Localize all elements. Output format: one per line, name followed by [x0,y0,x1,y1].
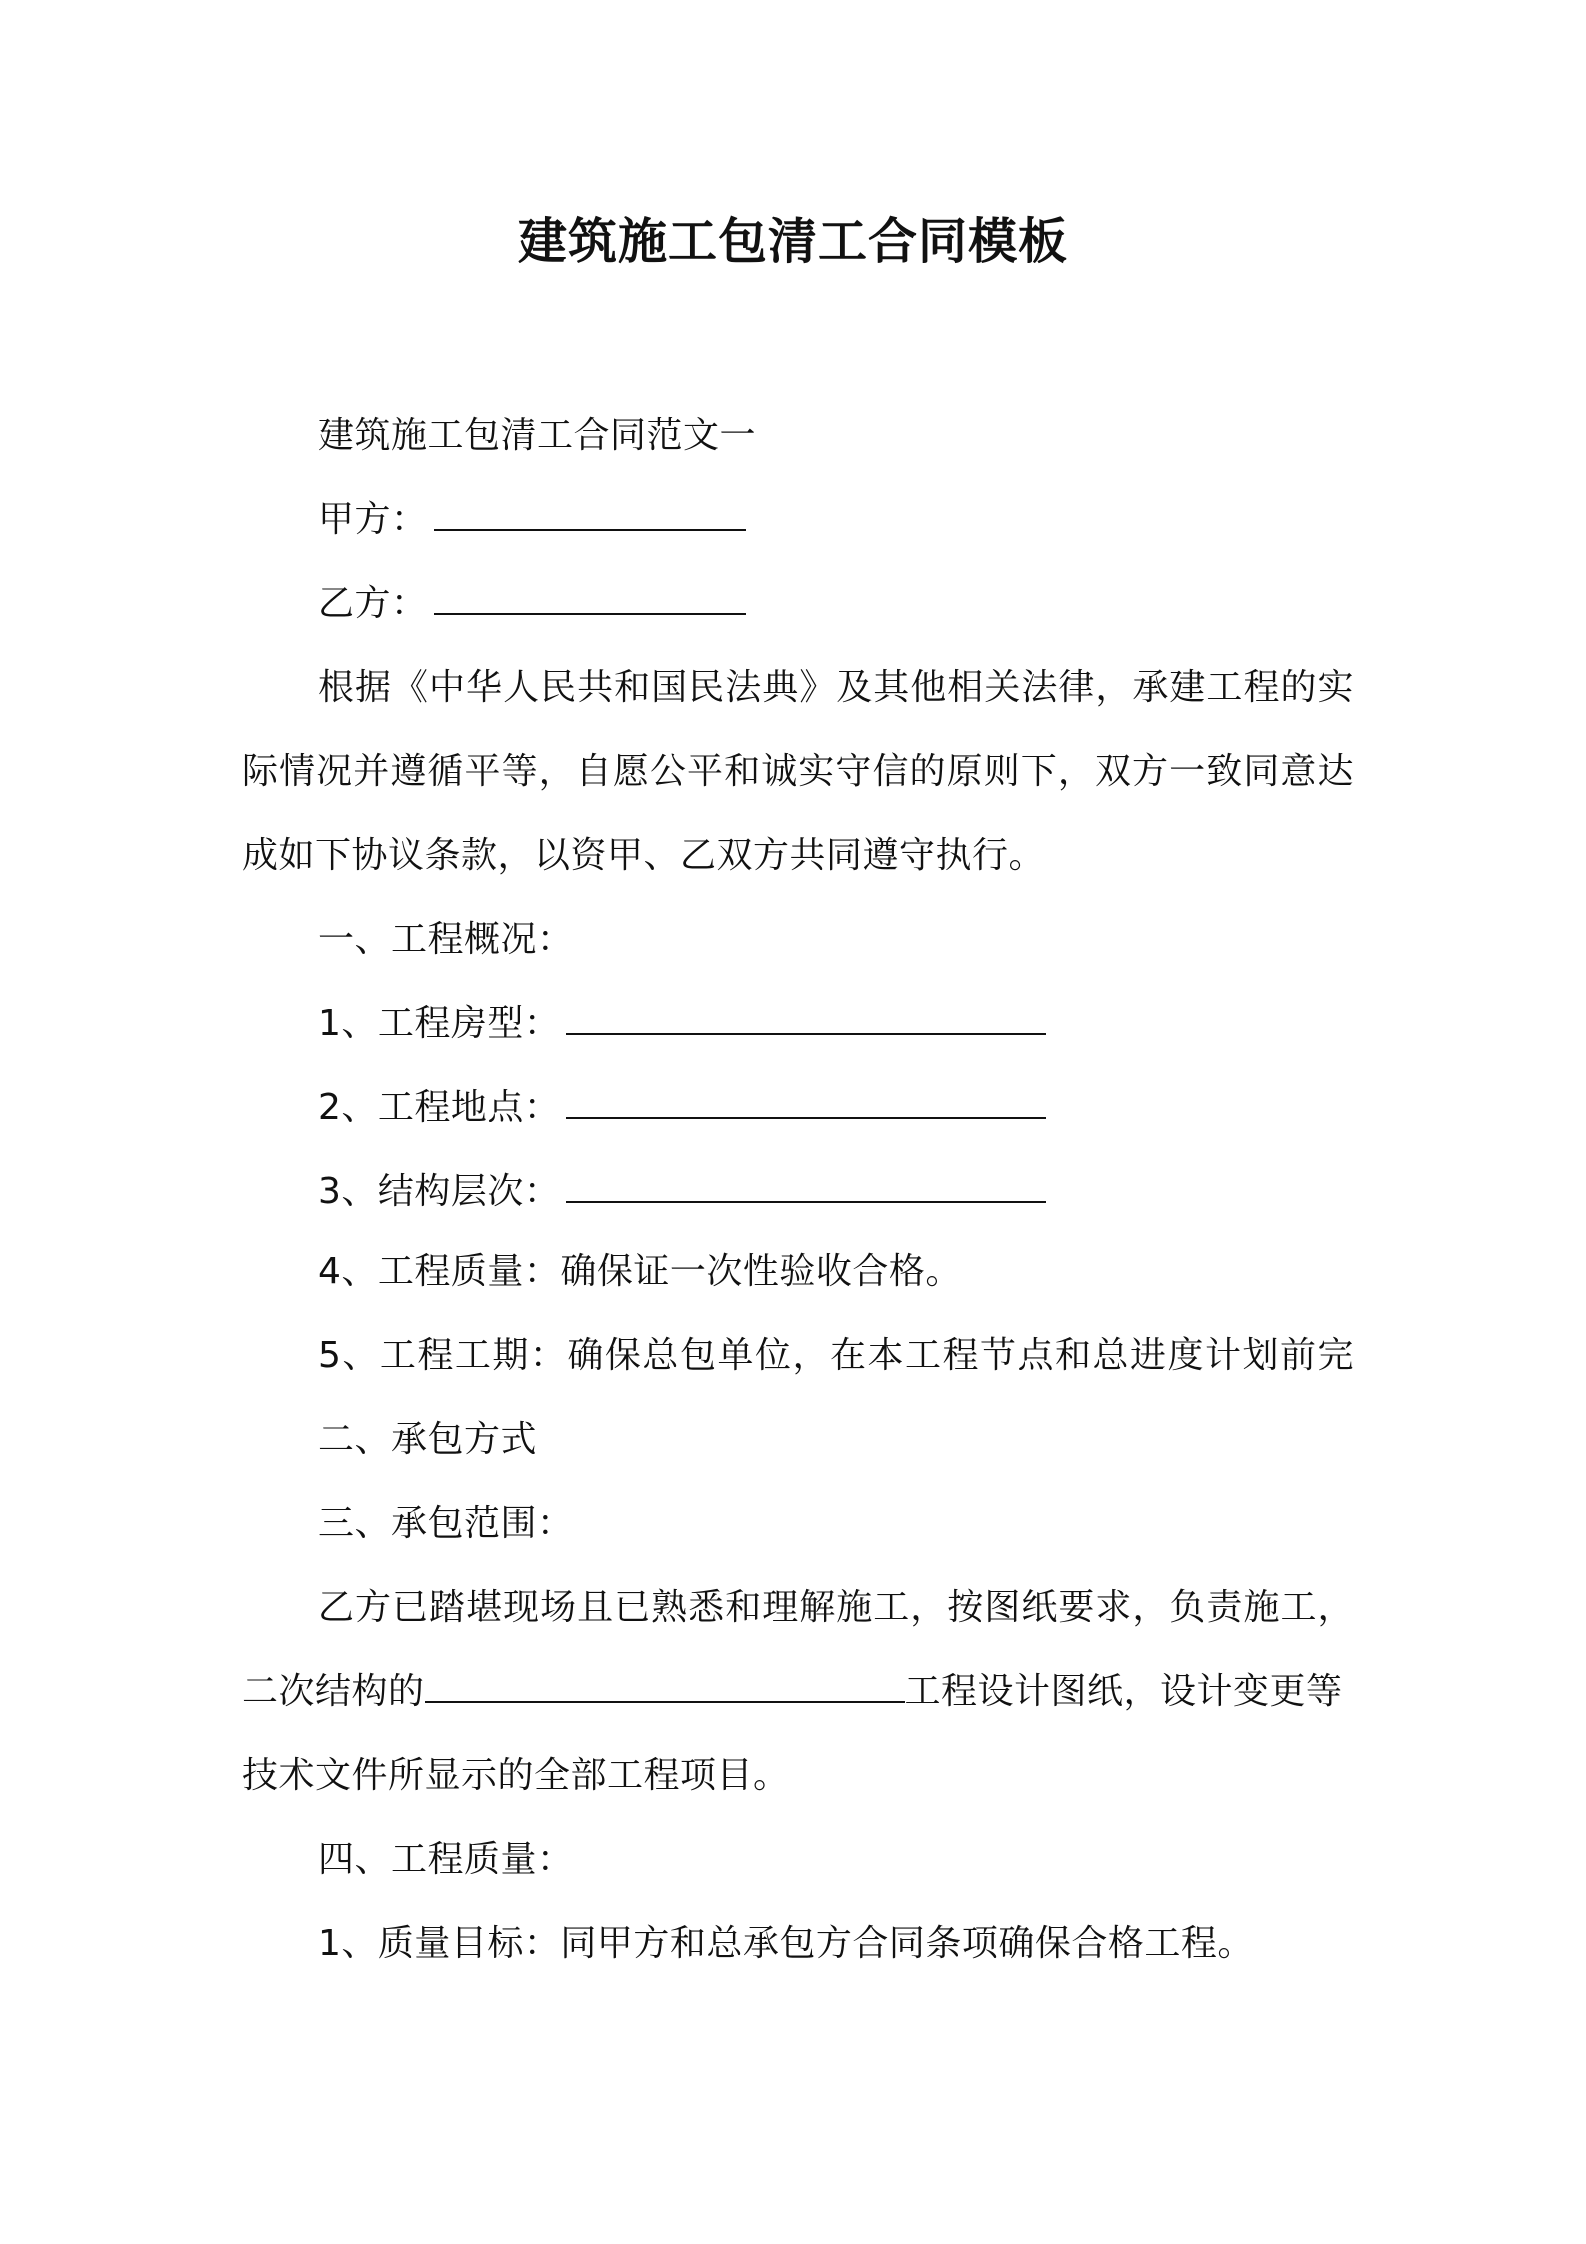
scope-blank [425,1671,905,1703]
section-3-line-2-before: 二次结构的 [242,1671,425,1712]
party-a-line [318,496,746,544]
party-a-blank [434,499,746,531]
section-4-heading: 四、工程质量： [318,1839,574,1880]
item-1-blank [566,1003,1046,1035]
intro-line-2: 际情况并遵循平等，自愿公平和诚实守信的原则下，双方一致同意达 [242,751,1354,792]
section-2-heading: 二、承包方式 [318,1419,538,1460]
section-1-item-3 [318,1168,1046,1216]
section-3-line-3: 技术文件所显示的全部工程项目。 [242,1755,790,1796]
intro-line-1: 根据《中华人民共和国民法典》及其他相关法律，承建工程的实 [318,667,1354,708]
section-1-heading: 一、工程概况： [318,919,574,960]
intro-line-3: 成如下协议条款，以资甲、乙双方共同遵守执行。 [242,835,1046,876]
party-b-blank [434,583,746,615]
item-2-label: 2、工程地点： [318,1087,561,1128]
party-b-label: 乙方： [318,583,428,624]
section-1-item-5: 5、工程工期：确保总包单位，在本工程节点和总进度计划前完 [318,1335,1354,1376]
section-1-item-2 [318,1084,1046,1132]
item-3-blank [566,1171,1046,1203]
section-3-line-2-after: 工程设计图纸，设计变更等 [904,1671,1343,1712]
party-b-line [318,580,746,628]
section-3-heading: 三、承包范围： [318,1503,574,1544]
section-1-item-4: 4、工程质量：确保证一次性验收合格。 [318,1251,962,1292]
section-3-line-2 [242,1668,1343,1716]
party-a-label: 甲方： [318,499,428,540]
document-subtitle: 建筑施工包清工合同范文一 [318,415,757,456]
item-2-blank [566,1087,1046,1119]
section-3-line-1: 乙方已踏堪现场且已熟悉和理解施工，按图纸要求，负责施工， [318,1587,1354,1628]
item-1-label: 1、工程房型： [318,1003,561,1044]
item-3-label: 3、结构层次： [318,1171,561,1212]
document-title: 建筑施工包清工合同模板 [517,213,1068,270]
section-4-item-1: 1、质量目标：同甲方和总承包方合同条项确保合格工程。 [318,1923,1254,1964]
section-1-item-1 [318,1000,1046,1048]
